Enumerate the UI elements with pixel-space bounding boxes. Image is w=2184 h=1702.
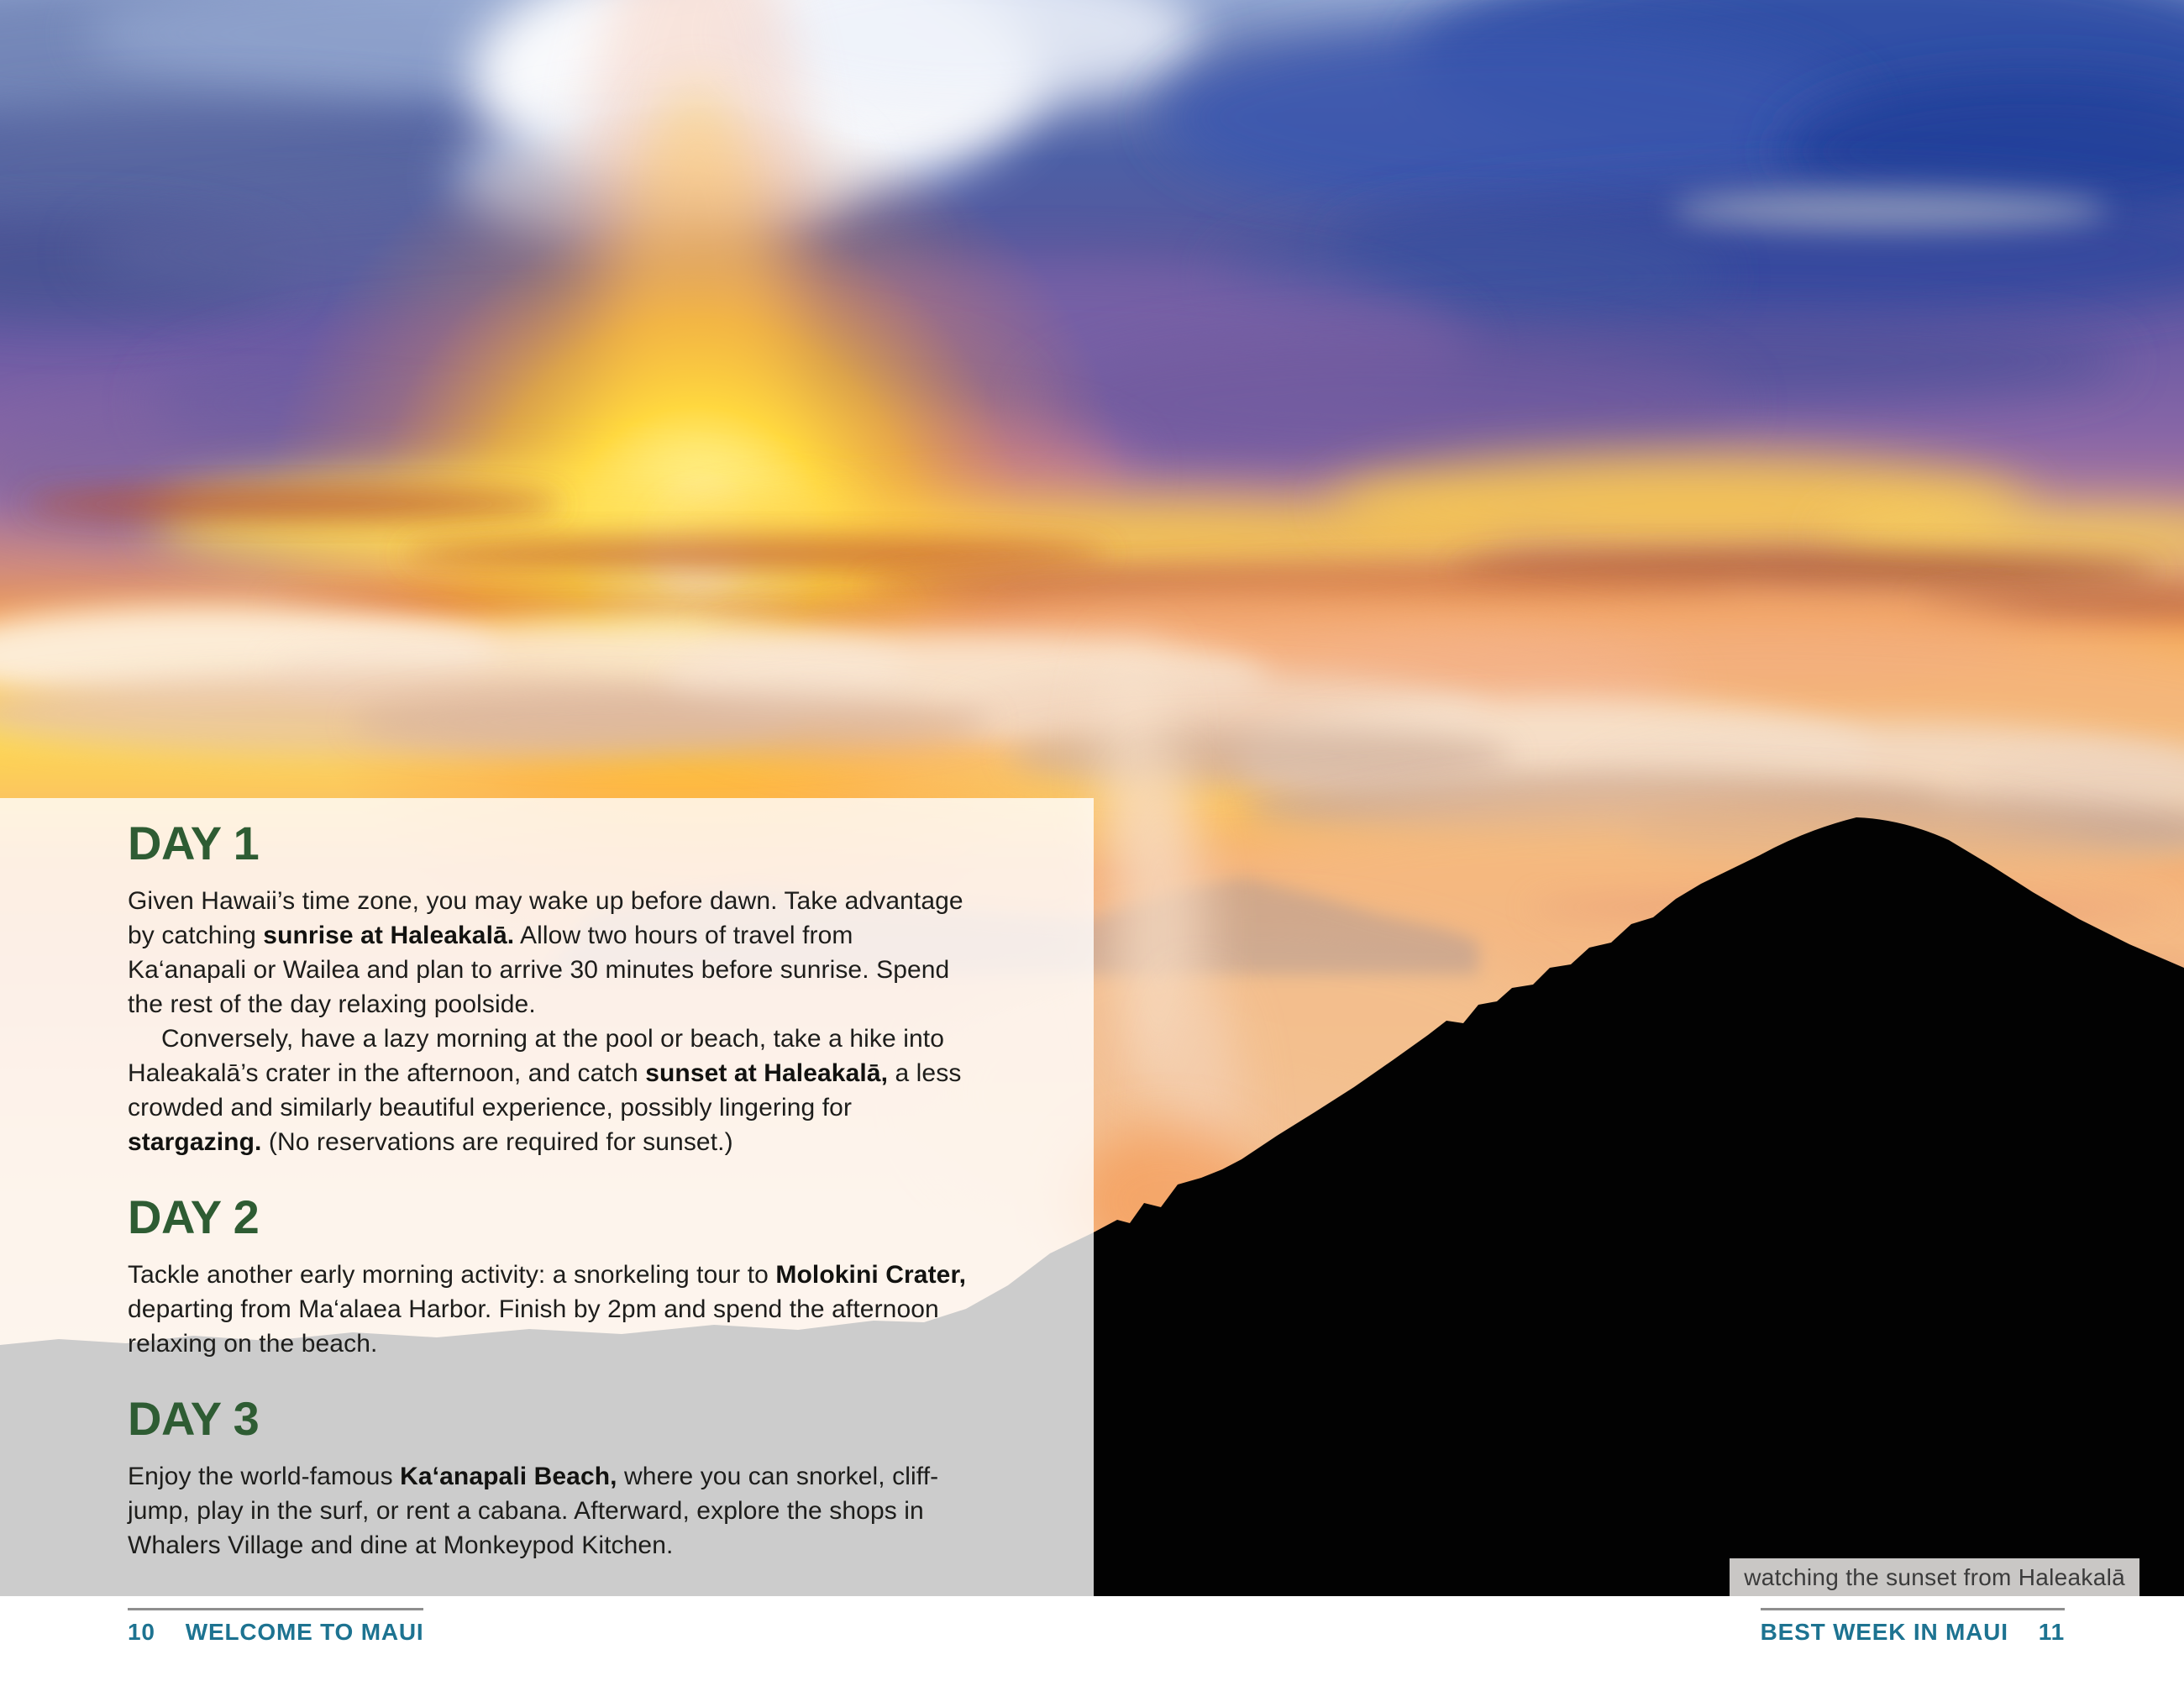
footer-right <box>1761 1608 2065 1646</box>
footer-left-rule <box>128 1608 423 1610</box>
footer-right-rule <box>1761 1608 2065 1610</box>
page-number-right: 11 <box>2038 1619 2065 1645</box>
day-heading: DAY 1 <box>128 817 260 869</box>
day-section <box>128 1191 993 1361</box>
itinerary-panel <box>0 798 1094 1596</box>
day-paragraph: Given Hawaii’s time zone, you may wake up before dawn. Take advantage by catching sunrise at Haleakalā. Allow two hours of travel from Ka‘anapali or Wailea and plan to arrive 30 minutes before sunrise. Spend the rest of the day relaxing poolside. <box>128 887 963 1018</box>
footer-right-row <box>1761 1619 2065 1646</box>
day-paragraph: Tackle another early morning activity: a snorkeling tour to Molokini Crater, departing from Ma‘alaea Harbor. Finish by 2pm and spend the afternoon relaxing on the beach. <box>128 1261 967 1358</box>
footer-left <box>128 1608 423 1646</box>
section-title-left: WELCOME TO MAUI <box>185 1619 424 1645</box>
day-paragraph: Enjoy the world-famous Ka‘anapali Beach, where you can snorkel, cliff-jump, play in the surf, or rent a cabana. Afterward, explore the shops in Whalers Village and dine at Monkeypod Kitchen. <box>128 1463 939 1559</box>
day-section <box>128 1393 993 1563</box>
photo-caption: watching the sunset from Haleakalā <box>1744 1564 2125 1590</box>
day-section <box>128 817 993 1159</box>
day-heading: DAY 2 <box>128 1190 260 1243</box>
day-heading: DAY 3 <box>128 1392 260 1445</box>
photo-caption-bar <box>1730 1558 2139 1596</box>
footer-left-row <box>128 1619 423 1646</box>
page-number-left: 10 <box>128 1619 155 1645</box>
day-paragraph: Conversely, have a lazy morning at the pool or beach, take a hike into Haleakalā’s crater in the afternoon, and catch sunset at Haleakalā, a less crowded and similarly beautiful experience, possibly lingering for stargazing. (No reservations are required for sunset.) <box>128 1025 962 1156</box>
page-footer <box>0 1596 2184 1702</box>
section-title-right: BEST WEEK IN MAUI <box>1760 1619 2008 1645</box>
itinerary-panel-content <box>128 817 993 1563</box>
